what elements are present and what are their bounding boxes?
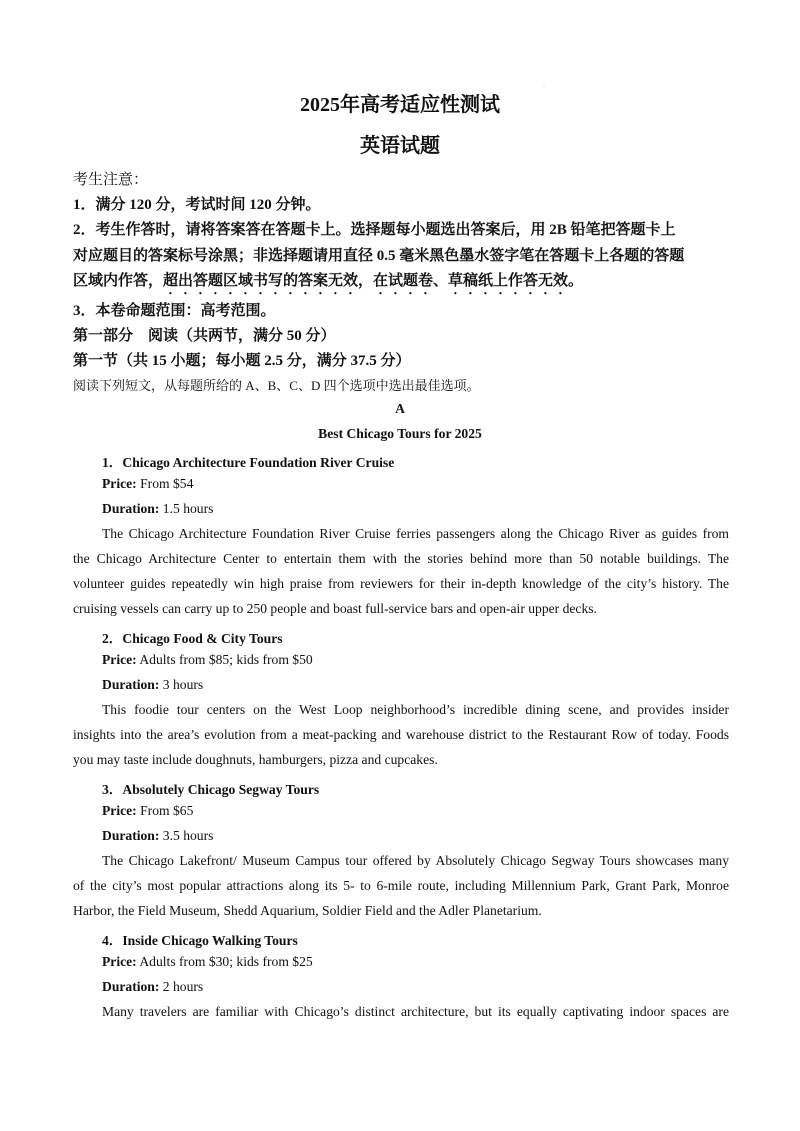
- tour-2-line: insights into the area’s evolution from a meat-packing and warehouse district to the Restaurant Row of today. Foods: [73, 727, 729, 742]
- tour-4-price: Price: Adults from $30; kids from $25: [102, 954, 313, 969]
- part-one-heading: 第一部分 阅读（共两节，满分 50 分）: [73, 328, 336, 344]
- notice-label: 考生注意：: [73, 172, 149, 188]
- tour-1-line: volunteer guides repeatedly win high praise from reviewers for their in-depth knowledge of the city’s history. The: [73, 576, 729, 591]
- tour-2-price: Price: Adults from $85; kids from $50: [102, 652, 313, 667]
- rule-2-line-3: [73, 269, 729, 298]
- exam-title: 2025年高考适应性测试: [300, 94, 500, 116]
- tour-3-duration: Duration: 3.5 hours: [102, 828, 214, 843]
- instruction: 阅读下列短文，从每题所给的 A、B、C、D 四个选项中选出最佳选项。: [73, 378, 480, 393]
- tour-4-duration: Duration: 2 hours: [102, 979, 204, 994]
- rule-2-emphasis: 超出答题区域书写的答案无效，在试题卷、草稿纸上作答无效。: [163, 273, 584, 289]
- rule-2-line-3-start: 区域内作答，: [73, 273, 164, 289]
- tour-2-line: you may taste include doughnuts, hamburgers, pizza and cupcakes.: [73, 752, 438, 767]
- tour-1-duration: Duration: 1.5 hours: [102, 501, 214, 516]
- section-one-heading: 第一节（共 15 小题；每小题 2.5 分，满分 37.5 分）: [73, 353, 411, 369]
- tour-3-line: Harbor, the Field Museum, Shedd Aquarium, Soldier Field and the Adler Planetarium.: [73, 903, 542, 918]
- tour-3-line: The Chicago Lakefront/ Museum Campus tour offered by Absolutely Chicago Segway Tours showcases many: [102, 853, 729, 868]
- tour-3-price: Price: From $65: [102, 803, 194, 818]
- tour-3-heading: 3．Absolutely Chicago Segway Tours: [102, 782, 320, 797]
- rule-2-line-2: 对应题目的答案标号涂黑；非选择题请用直径 0.5 毫米黑色墨水签字笔在答题卡上各题的答题: [73, 248, 685, 264]
- tour-1-line: the Chicago Architecture Center to entertain them with the stories behind more than 50 notable buildings. The: [73, 551, 729, 566]
- exam-subtitle: 英语试题: [360, 135, 440, 157]
- tour-1-price: Price: From $54: [102, 476, 194, 491]
- passage-letter: A: [395, 401, 405, 416]
- tour-1-heading: 1．Chicago Architecture Foundation River Cruise: [102, 455, 395, 470]
- tour-4-line: Many travelers are familiar with Chicago’s distinct architecture, but its equally captivating indoor spaces are: [102, 1004, 729, 1019]
- rule-1: 1．满分 120 分，考试时间 120 分钟。: [73, 197, 321, 213]
- scan-dot: ·: [543, 84, 545, 90]
- passage-title: Best Chicago Tours for 2025: [318, 426, 482, 441]
- tour-1-line: cruising vessels can carry up to 250 people and boast full-service bars and open-air upper decks.: [73, 601, 597, 616]
- rule-3: 3．本卷命题范围：高考范围。: [73, 303, 276, 319]
- tour-2-duration: Duration: 3 hours: [102, 677, 204, 692]
- tour-4-heading: 4．Inside Chicago Walking Tours: [102, 933, 298, 948]
- tour-2-heading: 2．Chicago Food & City Tours: [102, 631, 283, 646]
- tour-3-line: of the city’s most popular attractions along its 5- to 6-mile route, including Millennium Park, Grant Park, Monroe: [73, 878, 729, 893]
- tour-1-line: The Chicago Architecture Foundation River Cruise ferries passengers along the Chicago River as guides from: [102, 526, 729, 541]
- tour-2-line: This foodie tour centers on the West Loop neighborhood’s incredible dining scene, and provides insider: [102, 702, 729, 717]
- rule-2-line-1: 2．考生作答时，请将答案答在答题卡上。选择题每小题选出答案后，用 2B 铅笔把答题卡上: [73, 222, 676, 238]
